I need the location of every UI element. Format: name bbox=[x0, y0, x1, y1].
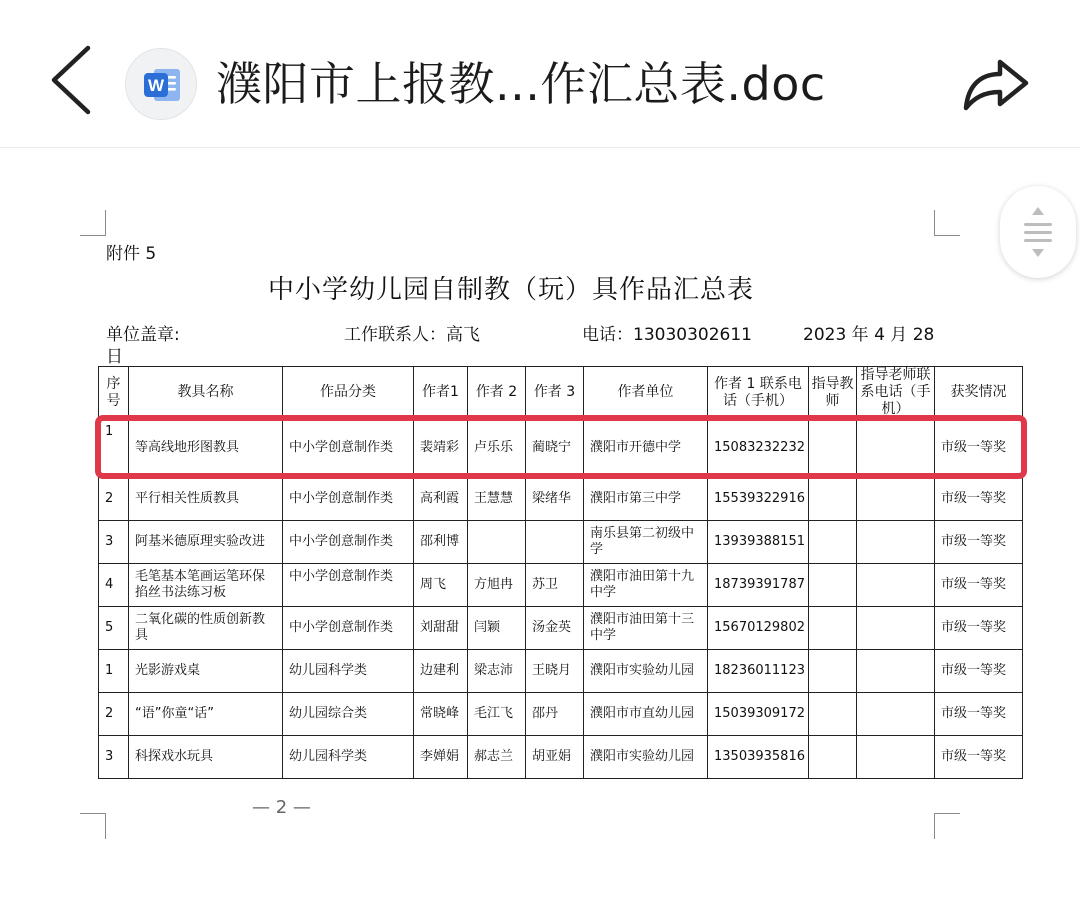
table-cell: 胡亚娟 bbox=[526, 736, 584, 779]
table-cell: 王晓月 bbox=[526, 650, 584, 693]
table-cell bbox=[809, 736, 857, 779]
table-cell: 2 bbox=[99, 478, 129, 521]
table-cell: 常晓峰 bbox=[414, 693, 468, 736]
table-cell: 毛笔基本笔画运笔环保掐丝书法练习板 bbox=[129, 564, 283, 607]
table-cell bbox=[857, 419, 935, 478]
chevron-left-icon[interactable] bbox=[44, 42, 100, 118]
table-cell bbox=[468, 521, 526, 564]
table-cell: 蔺晓宁 bbox=[526, 419, 584, 478]
table-cell: 18739391787 bbox=[708, 564, 809, 607]
table-cell: 邵利博 bbox=[414, 521, 468, 564]
table-cell: 5 bbox=[99, 607, 129, 650]
table-cell bbox=[809, 478, 857, 521]
table-cell bbox=[857, 564, 935, 607]
table-header-row bbox=[99, 367, 1023, 419]
table-body bbox=[99, 419, 1023, 779]
column-header: 作者1 bbox=[414, 367, 468, 419]
table-cell: 阿基米德原理实验改进 bbox=[129, 521, 283, 564]
table-row bbox=[99, 564, 1023, 607]
table-row bbox=[99, 478, 1023, 521]
column-header: 作者 3 bbox=[526, 367, 584, 419]
table-cell: 周飞 bbox=[414, 564, 468, 607]
table-cell: 1 bbox=[99, 419, 129, 478]
table-cell: 13939388151 bbox=[708, 521, 809, 564]
table-cell: 中小学创意制作类 bbox=[283, 419, 414, 478]
table-cell: 中小学创意制作类 bbox=[283, 521, 414, 564]
table-cell: 苏卫 bbox=[526, 564, 584, 607]
table-cell: 邵丹 bbox=[526, 693, 584, 736]
column-header: 作者 2 bbox=[468, 367, 526, 419]
report-date-day: 日 bbox=[106, 347, 123, 367]
table-cell bbox=[857, 521, 935, 564]
column-header: 作品分类 bbox=[283, 367, 414, 419]
table-cell: 幼儿园科学类 bbox=[283, 736, 414, 779]
table-cell: 濮阳市第三中学 bbox=[584, 478, 708, 521]
column-header: 教具名称 bbox=[129, 367, 283, 419]
table-cell: 13503935816 bbox=[708, 736, 809, 779]
table-cell: 市级一等奖 bbox=[935, 693, 1023, 736]
table-cell: 市级一等奖 bbox=[935, 650, 1023, 693]
table-row bbox=[99, 419, 1023, 478]
table-cell: 中小学创意制作类 bbox=[283, 607, 414, 650]
table-cell: 南乐县第二初级中学 bbox=[584, 521, 708, 564]
table-cell: 市级一等奖 bbox=[935, 419, 1023, 478]
table-cell bbox=[809, 607, 857, 650]
table-cell: 闫颖 bbox=[468, 607, 526, 650]
table-title: 中小学幼儿园自制教（玩）具作品汇总表 bbox=[268, 275, 755, 305]
column-header: 指导教师 bbox=[809, 367, 857, 419]
table-cell: 二氧化碳的性质创新教具 bbox=[129, 607, 283, 650]
table-cell: 濮阳市实验幼儿园 bbox=[584, 650, 708, 693]
table-cell: 濮阳市实验幼儿园 bbox=[584, 736, 708, 779]
file-type-badge bbox=[125, 48, 197, 120]
table-cell: 王慧慧 bbox=[468, 478, 526, 521]
table-cell: 18236011123 bbox=[708, 650, 809, 693]
table-cell: 1 bbox=[99, 650, 129, 693]
table-cell: 平行相关性质教具 bbox=[129, 478, 283, 521]
table-cell: 15539322916 bbox=[708, 478, 809, 521]
works-summary-table bbox=[98, 366, 1023, 779]
table-cell: 卢乐乐 bbox=[468, 419, 526, 478]
top-bar bbox=[0, 0, 1080, 148]
table-row bbox=[99, 693, 1023, 736]
table-cell: 方旭冉 bbox=[468, 564, 526, 607]
table-cell: 3 bbox=[99, 521, 129, 564]
table-cell: 濮阳市油田第十九中学 bbox=[584, 564, 708, 607]
table-cell bbox=[809, 564, 857, 607]
table-cell: 光影游戏桌 bbox=[129, 650, 283, 693]
table-cell: “语”你童“话” bbox=[129, 693, 283, 736]
table-cell bbox=[857, 650, 935, 693]
crop-mark bbox=[934, 813, 960, 839]
table-cell: 中小学创意制作类 bbox=[283, 564, 414, 607]
table-cell: 幼儿园科学类 bbox=[283, 650, 414, 693]
table-cell: 4 bbox=[99, 564, 129, 607]
table-row bbox=[99, 650, 1023, 693]
table-cell: 濮阳市开德中学 bbox=[584, 419, 708, 478]
table-cell: 高利霞 bbox=[414, 478, 468, 521]
table-cell: 李婵娟 bbox=[414, 736, 468, 779]
column-header: 获奖情况 bbox=[935, 367, 1023, 419]
share-icon[interactable] bbox=[958, 46, 1034, 118]
table-cell: 市级一等奖 bbox=[935, 607, 1023, 650]
table-cell: 市级一等奖 bbox=[935, 736, 1023, 779]
svg-text:W: W bbox=[147, 76, 165, 95]
contact-phone: 电话：13030302611 bbox=[582, 325, 752, 345]
table-cell: 毛江飞 bbox=[468, 693, 526, 736]
column-header: 指导老师联系电话（手机） bbox=[857, 367, 935, 419]
crop-mark bbox=[80, 210, 106, 236]
table-cell bbox=[857, 478, 935, 521]
table-row bbox=[99, 736, 1023, 779]
table-cell: 等高线地形图教具 bbox=[129, 419, 283, 478]
scroll-handle[interactable] bbox=[1000, 186, 1076, 278]
column-header: 序号 bbox=[99, 367, 129, 419]
table-cell: 汤金英 bbox=[526, 607, 584, 650]
table-cell: 2 bbox=[99, 693, 129, 736]
table-cell: 梁志沛 bbox=[468, 650, 526, 693]
table-row bbox=[99, 607, 1023, 650]
table-cell: 市级一等奖 bbox=[935, 564, 1023, 607]
table-cell: 15083232232 bbox=[708, 419, 809, 478]
report-date: 2023 年 4 月 28 bbox=[803, 325, 935, 345]
table-cell bbox=[809, 693, 857, 736]
table-cell: 梁绪华 bbox=[526, 478, 584, 521]
column-header: 作者 1 联系电话（手机） bbox=[708, 367, 809, 419]
annex-label: 附件 5 bbox=[106, 244, 157, 264]
contact-person: 工作联系人：高飞 bbox=[344, 325, 480, 345]
table-cell: 幼儿园综合类 bbox=[283, 693, 414, 736]
table-cell: 15670129802 bbox=[708, 607, 809, 650]
table-cell bbox=[857, 736, 935, 779]
page-number: — 2 — bbox=[252, 797, 311, 818]
table-cell: 边建利 bbox=[414, 650, 468, 693]
word-doc-icon bbox=[140, 63, 184, 107]
document-title: 濮阳市上报教...作汇总表.doc bbox=[216, 57, 826, 111]
table-cell: 濮阳市油田第十三中学 bbox=[584, 607, 708, 650]
table-cell: 市级一等奖 bbox=[935, 521, 1023, 564]
unit-stamp-label: 单位盖章: bbox=[106, 325, 180, 345]
table-cell: 中小学创意制作类 bbox=[283, 478, 414, 521]
table-cell: 市级一等奖 bbox=[935, 478, 1023, 521]
table-cell bbox=[857, 693, 935, 736]
table-cell: 濮阳市市直幼儿园 bbox=[584, 693, 708, 736]
table-cell bbox=[809, 521, 857, 564]
table-cell: 科探戏水玩具 bbox=[129, 736, 283, 779]
table-cell: 刘甜甜 bbox=[414, 607, 468, 650]
crop-mark bbox=[80, 813, 106, 839]
scroll-handle-icon bbox=[1000, 186, 1076, 278]
table-cell: 郝志兰 bbox=[468, 736, 526, 779]
table-cell: 裴靖彩 bbox=[414, 419, 468, 478]
table-cell: 15039309172 bbox=[708, 693, 809, 736]
table-cell bbox=[809, 650, 857, 693]
table-cell bbox=[857, 607, 935, 650]
table-row bbox=[99, 521, 1023, 564]
table-cell bbox=[526, 521, 584, 564]
table-cell bbox=[809, 419, 857, 478]
table-cell: 3 bbox=[99, 736, 129, 779]
column-header: 作者单位 bbox=[584, 367, 708, 419]
crop-mark bbox=[934, 210, 960, 236]
